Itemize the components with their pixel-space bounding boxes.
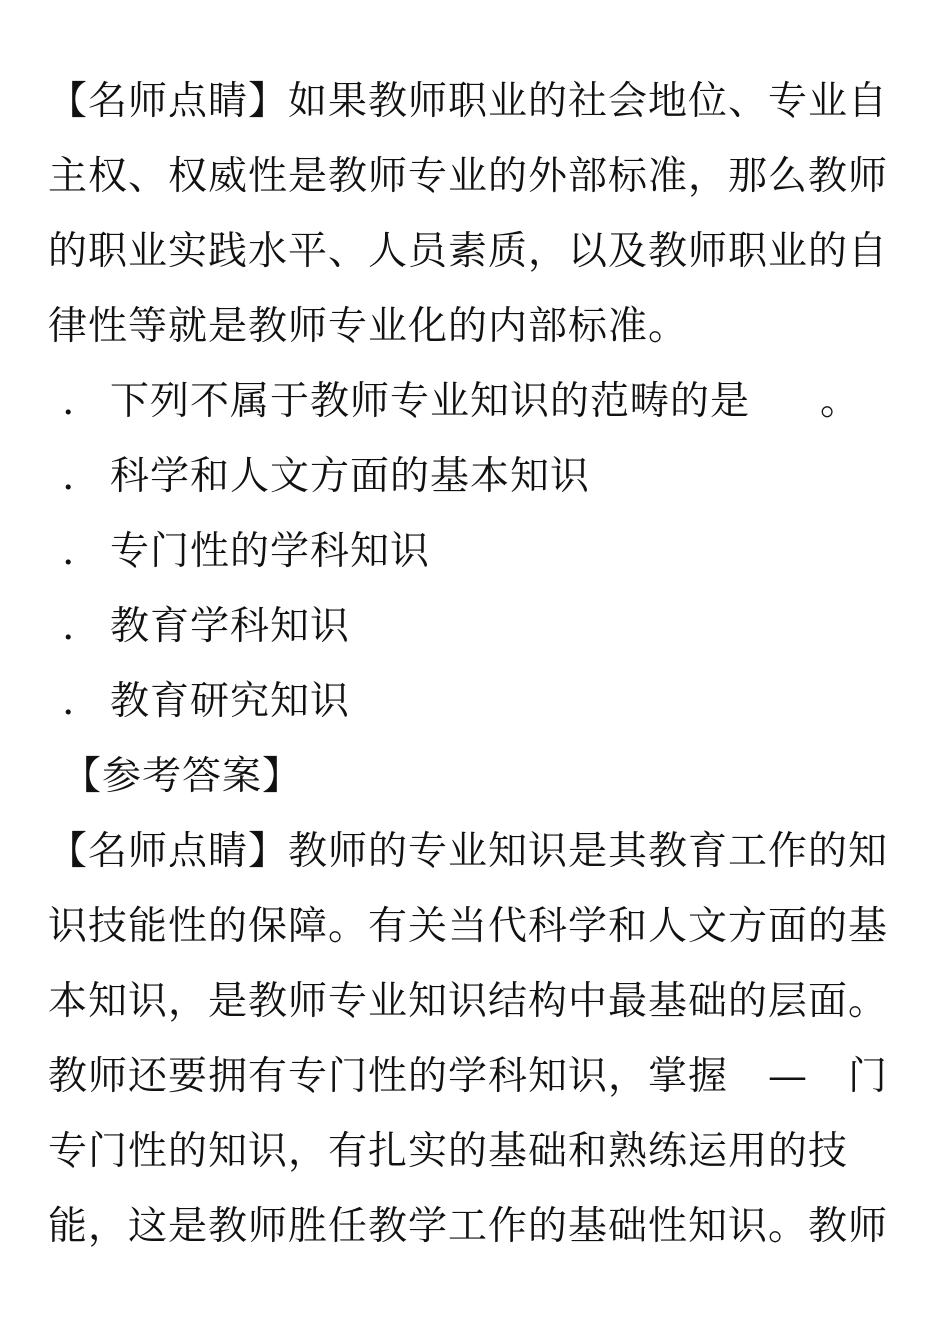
text-line: 【名师点睛】如果教师职业的社会地位、专业自	[48, 79, 889, 124]
option-marker: .	[62, 529, 76, 574]
document-page	[48, 64, 908, 1264]
option-text: 教育学科知识	[110, 604, 351, 649]
option-marker: .	[62, 604, 76, 649]
question-marker: .	[62, 379, 76, 424]
text-line: 能，这是教师胜任教学工作的基础性知识。教师	[48, 1204, 889, 1249]
question-stem-end: 。	[820, 379, 861, 424]
option-text: 科学和人文方面的基本知识	[110, 454, 591, 499]
option-d	[48, 664, 908, 739]
option-a	[48, 439, 908, 514]
option-marker: .	[62, 454, 76, 499]
commentary-block-2	[48, 814, 908, 1264]
commentary-block-1	[48, 64, 908, 364]
question-block	[48, 364, 908, 739]
answer-heading: 【参考答案】	[62, 754, 303, 799]
text-line: 律性等就是教师专业化的内部标准。	[48, 304, 689, 349]
text-line: 主权、权威性是教师专业的外部标准，那么教师	[48, 154, 889, 199]
option-c	[48, 589, 908, 664]
option-b	[48, 514, 908, 589]
text-line: 教师还要拥有专门性的学科知识，掌握 — 门	[48, 1054, 889, 1099]
text-line: 【名师点睛】教师的专业知识是其教育工作的知	[48, 829, 889, 874]
question-stem-text: 下列不属于教师专业知识的范畴的是	[110, 379, 751, 424]
text-line: 的职业实践水平、人员素质，以及教师职业的自	[48, 229, 889, 274]
text-line: 专门性的知识，有扎实的基础和熟练运用的技	[48, 1129, 849, 1174]
option-text: 教育研究知识	[110, 679, 351, 724]
option-marker: .	[62, 679, 76, 724]
text-line: 识技能性的保障。有关当代科学和人文方面的基	[48, 904, 889, 949]
option-text: 专门性的学科知识	[110, 529, 431, 574]
text-line: 本知识，是教师专业知识结构中最基础的层面。	[48, 979, 889, 1024]
question-stem	[48, 364, 908, 439]
